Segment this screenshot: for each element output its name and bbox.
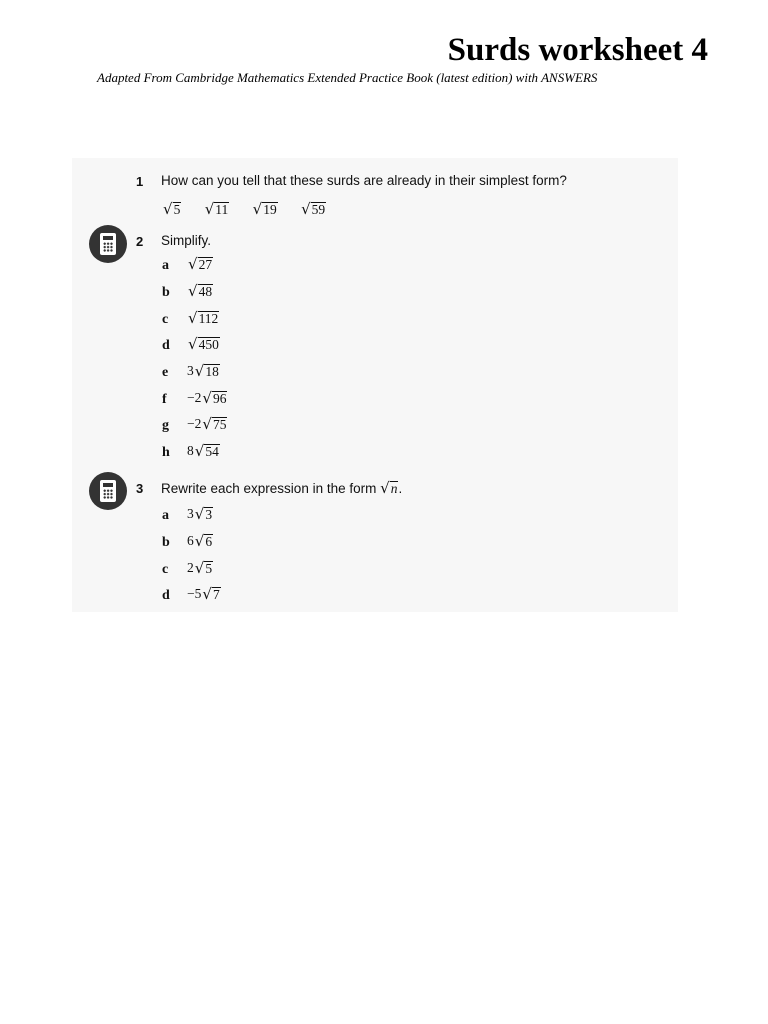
surd-3: √ 19 — [252, 200, 277, 218]
q2-part-h-expr: 8 √ 54 — [187, 442, 219, 460]
q3-part-a-letter: a — [162, 508, 169, 523]
q3-part-d-letter: d — [162, 588, 170, 603]
q2-part-h-letter: h — [162, 445, 170, 460]
q2-part-b-expr: √ 48 — [188, 282, 213, 300]
q3-part-c-expr: 2 √ 5 — [187, 559, 213, 577]
calculator-icon — [89, 225, 127, 263]
question-2-text: Simplify. — [161, 233, 212, 248]
q2-part-d-letter: d — [162, 338, 170, 353]
q2-part-g-expr: −2 √ 75 — [187, 415, 227, 433]
q2-part-e-expr: 3 √ 18 — [187, 362, 219, 380]
q2-part-b-letter: b — [162, 285, 170, 300]
q3-part-c-letter: c — [162, 562, 169, 577]
q2-part-d-expr: √ 450 — [188, 335, 219, 353]
q2-part-f-expr: −2 √ 96 — [187, 389, 227, 407]
question-1-text: How can you tell that these surds are already in their simplest form? — [161, 173, 567, 188]
q2-part-e-letter: e — [162, 365, 169, 380]
q3-part-d-expr: −5 √ 7 — [187, 585, 220, 603]
q2-part-c-expr: √ 112 — [188, 309, 219, 327]
surd-list — [163, 201, 326, 218]
question-3-text: Rewrite each expression in the form √ n . — [161, 479, 403, 497]
q3-part-b-expr: 6 √ 6 — [187, 532, 213, 550]
q3-part-a-expr: 3 √ 3 — [187, 505, 213, 523]
surd-4: √ 59 — [301, 200, 326, 218]
surd-1: √ 5 — [163, 200, 181, 218]
page-title: Surds worksheet 4 — [447, 32, 708, 68]
q2-part-g-letter: g — [162, 418, 169, 433]
question-1-number: 1 — [136, 174, 144, 189]
q2-part-c-letter: c — [162, 312, 169, 327]
surd-2: √ 11 — [204, 200, 229, 218]
q2-part-a-expr: √ 27 — [188, 255, 213, 273]
q3-part-b-letter: b — [162, 535, 170, 550]
question-2-number: 2 — [136, 234, 144, 249]
question-3-number: 3 — [136, 481, 144, 496]
calculator-icon — [89, 472, 127, 510]
page-subtitle: Adapted From Cambridge Mathematics Extended Practice Book (latest edition) with ANSWERS — [97, 70, 598, 85]
q2-part-f-letter: f — [162, 392, 167, 407]
form-root-n: √ n — [380, 479, 398, 497]
q2-part-a-letter: a — [162, 258, 169, 273]
